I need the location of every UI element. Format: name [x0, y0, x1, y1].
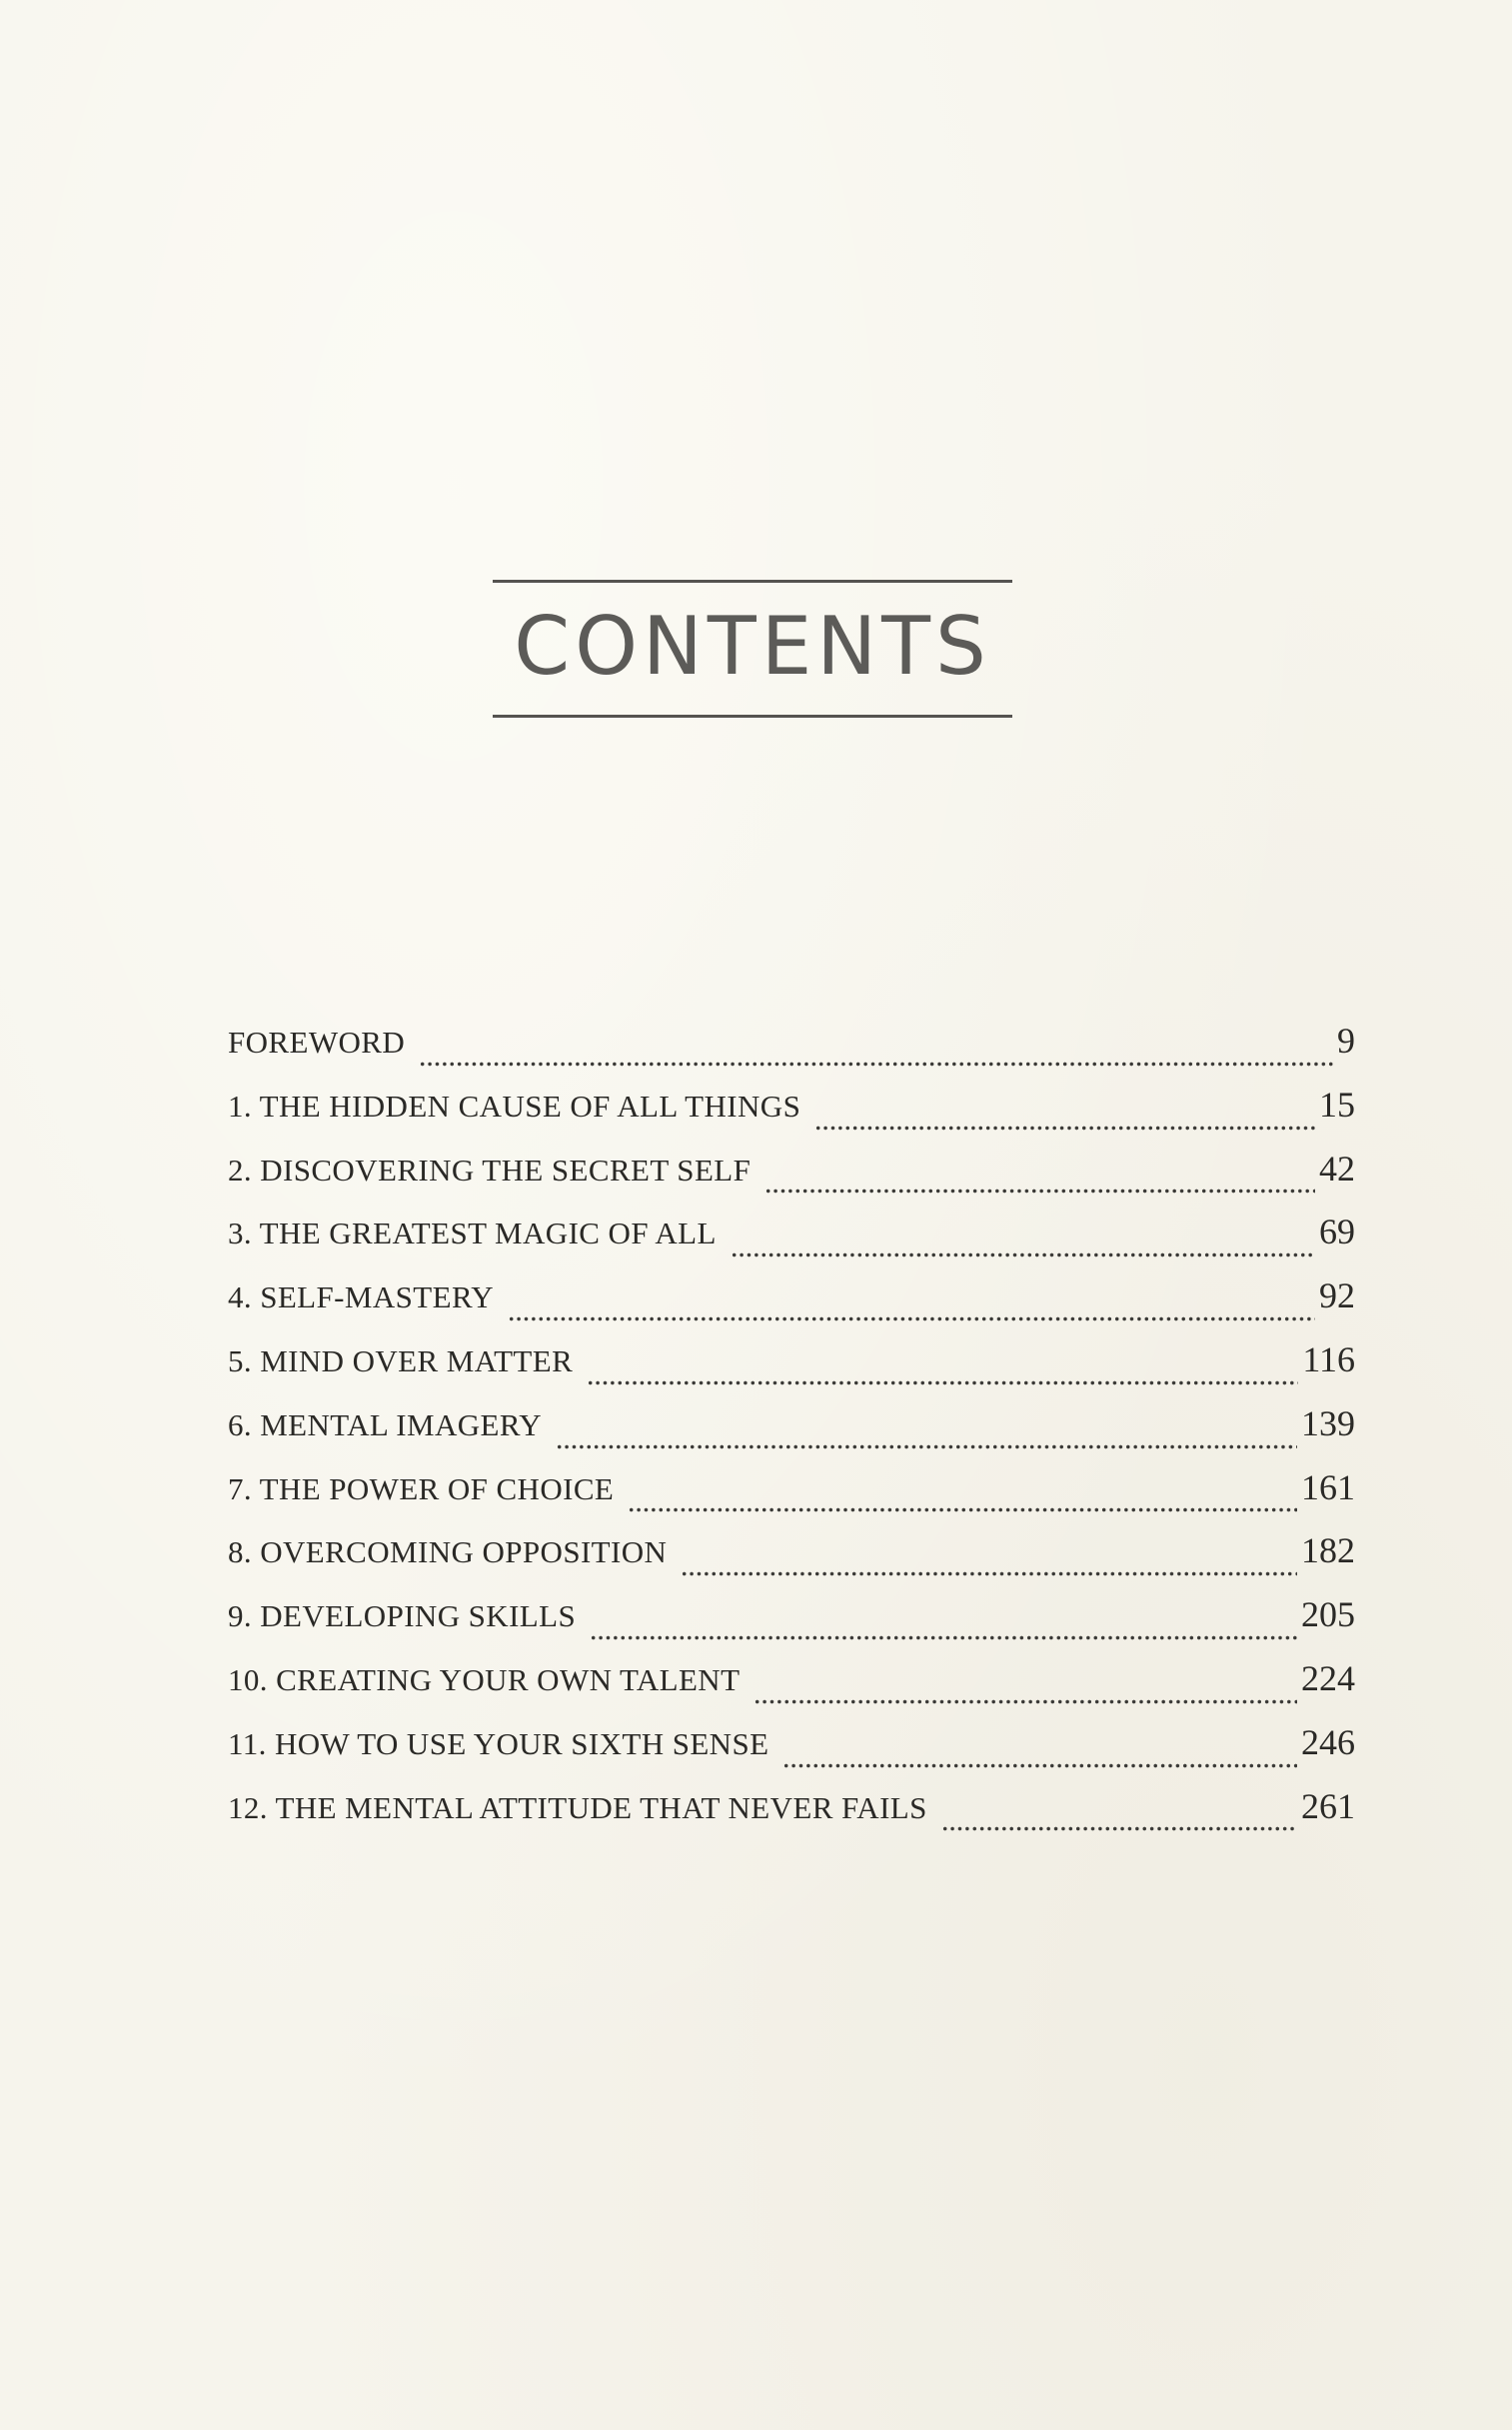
toc-entry-title: 1. THE HIDDEN CAUSE OF ALL THINGS — [228, 1088, 801, 1124]
toc-dot-leader — [782, 1738, 1297, 1769]
toc-entry-title: 3. THE GREATEST MAGIC OF ALL — [228, 1215, 717, 1251]
toc-entry-page: 42 — [1319, 1148, 1355, 1189]
toc-entry — [228, 1148, 1355, 1212]
toc-entry-page: 224 — [1301, 1657, 1355, 1698]
page-title: CONTENTS — [514, 600, 991, 693]
toc-entry — [228, 1593, 1355, 1657]
toc-entry — [228, 1466, 1355, 1530]
table-of-contents — [228, 1020, 1355, 1848]
toc-entry-page: 246 — [1301, 1721, 1355, 1762]
toc-entry-page: 261 — [1301, 1785, 1355, 1826]
toc-dot-leader — [814, 1101, 1315, 1132]
toc-entry-title: 6. MENTAL IMAGERY — [228, 1406, 543, 1442]
toc-entry-title: 5. MIND OVER MATTER — [228, 1342, 574, 1378]
toc-entry-page: 161 — [1301, 1466, 1355, 1507]
toc-dot-leader — [681, 1546, 1297, 1577]
toc-entry — [228, 1274, 1355, 1338]
toc-dot-leader — [941, 1801, 1297, 1832]
toc-dot-leader — [590, 1610, 1297, 1641]
toc-entry-title: 2. DISCOVERING THE SECRET SELF — [228, 1152, 752, 1188]
toc-entry-page: 69 — [1319, 1212, 1355, 1252]
toc-entry-title: 8. OVERCOMING OPPOSITION — [228, 1534, 668, 1570]
toc-entry — [228, 1020, 1355, 1084]
toc-dot-leader — [419, 1037, 1333, 1068]
toc-dot-leader — [556, 1419, 1297, 1450]
toc-entry-page: 15 — [1319, 1084, 1355, 1125]
toc-entry — [228, 1721, 1355, 1785]
toc-entry — [228, 1529, 1355, 1593]
toc-entry-page: 182 — [1301, 1530, 1355, 1571]
toc-dot-leader — [754, 1674, 1297, 1705]
toc-entry-page: 139 — [1301, 1402, 1355, 1443]
toc-entry-title: FOREWORD — [228, 1025, 406, 1060]
heading-top-rule — [493, 580, 1012, 583]
toc-entry-page: 9 — [1337, 1021, 1355, 1061]
toc-entry-page: 205 — [1301, 1594, 1355, 1635]
toc-dot-leader — [587, 1355, 1298, 1386]
toc-dot-leader — [628, 1482, 1297, 1513]
toc-entry-title: 4. SELF-MASTERY — [228, 1279, 495, 1315]
toc-entry-page: 92 — [1319, 1275, 1355, 1316]
toc-entry-title: 7. THE POWER OF CHOICE — [228, 1470, 615, 1506]
toc-entry — [228, 1402, 1355, 1466]
toc-entry-page: 116 — [1302, 1338, 1355, 1379]
toc-entry — [228, 1657, 1355, 1721]
toc-entry — [228, 1338, 1355, 1402]
toc-entry-title: 9. DEVELOPING SKILLS — [228, 1598, 577, 1634]
toc-entry-title: 10. CREATING YOUR OWN TALENT — [228, 1661, 741, 1697]
toc-entry — [228, 1211, 1355, 1274]
contents-heading-block — [493, 580, 1012, 720]
toc-dot-leader — [508, 1291, 1315, 1322]
toc-entry — [228, 1785, 1355, 1849]
toc-dot-leader — [731, 1227, 1315, 1258]
toc-entry — [228, 1084, 1355, 1148]
toc-entry-title: 12. THE MENTAL ATTITUDE THAT NEVER FAILS — [228, 1789, 927, 1825]
heading-bottom-rule — [493, 715, 1012, 718]
toc-dot-leader — [764, 1164, 1315, 1195]
toc-entry-title: 11. HOW TO USE YOUR SIXTH SENSE — [228, 1725, 769, 1761]
